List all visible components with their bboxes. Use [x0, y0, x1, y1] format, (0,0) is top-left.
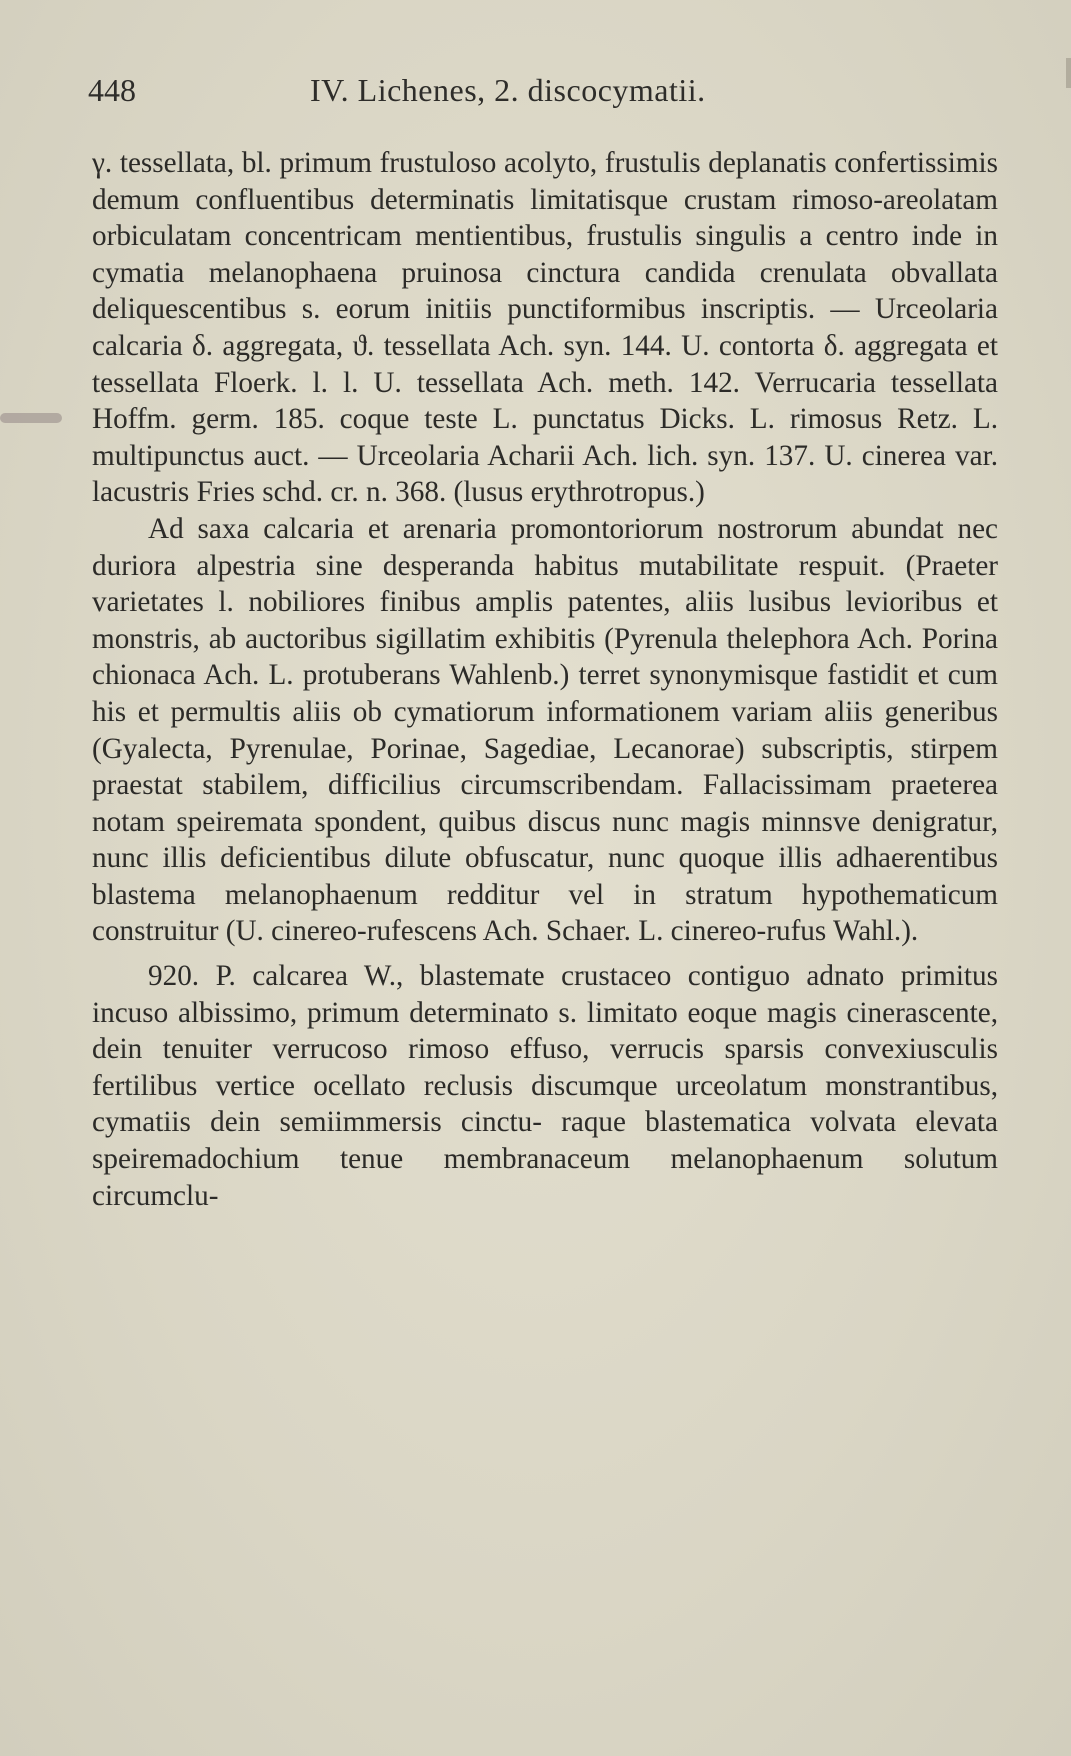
paragraph-entry-920: 920. P. calcarea W., blastemate crustaceo contiguo adnato primitus incuso albissimo, primum determinato s. limitato eoque magis cinerascente, dein tenuiter verrucoso rimoso effuso, verrucis sparsis convexiusculis fertilibus vertice ocellato reclusis discumque urceolatum monstrantibus, cymatiis dein semiimmersis cinctu- raque blastematica volvata elevata speiremadochium tenue membranaceum melanophaenum solutum circumclu- [92, 960, 998, 1212]
page-edge-mark [1066, 58, 1071, 88]
paragraph-variety-gamma: γ. tessellata, bl. primum frustuloso acolyto, frustulis deplanatis confertissimis demum confluentibus determinatis limitatisque crustam rimoso-areolatam orbiculatam concentricam mentientibus, frustulis singulis a centro inde in cymatia melanophaena pruinosa cinctura candida crenulata obvallata deliquescentibus s. eorum initiis punctiformibus inscriptis. — Urceolaria calcaria δ. aggregata, ϑ. tessellata Ach. syn. 144. U. contorta δ. aggregata et tessellata Floerk. l. l. U. tessellata Ach. meth. 142. Verrucaria tessellata Hoffm. germ. 185. coque teste L. punctatus Dicks. L. rimosus Retz. L. multipunctus auct. — Urceolaria Acharii Ach. lich. syn. 137. U. cinerea var. lacustris Fries schd. cr. n. 368. (lusus erythrotropus.) [92, 147, 998, 509]
page-header [88, 72, 1000, 112]
margin-pencil-mark [0, 413, 62, 423]
page-number: 448 [88, 72, 136, 108]
body-text [92, 145, 998, 1214]
running-title: IV. Lichenes, 2. discocymatii. [310, 72, 706, 108]
paragraph-habitat: Ad saxa calcaria et arenaria promontoriorum nostrorum abundat nec duriora alpestria sine desperanda habitus mutabilitate respuit. (Praeter varietates l. nobiliores finibus amplis patentes, aliis lusibus levioribus et monstris, ab auctoribus sigillatim exhibitis (Pyrenula thelephora Ach. Porina chionaca Ach. L. protuberans Wahlenb.) terret synonymisque fastidit et cum his et permultis aliis ob cymatiorum informationem variam aliis generibus (Gyalecta, Pyrenulae, Porinae, Sagediae, Lecanorae) subscriptis, stirpem praestat stabilem, difficilius circumscribendam. Fallacissimam praeterea notam speiremata spondent, quibus discus nunc magis minnsve denigratur, nunc illis deficientibus dilute obfuscatur, nunc quoque illis adhaerentibus blastema melanophaenum redditur vel in stratum hypothematicum construitur (U. cinereo-rufescens Ach. Schaer. L. cinereo-rufus Wahl.). [92, 512, 998, 948]
